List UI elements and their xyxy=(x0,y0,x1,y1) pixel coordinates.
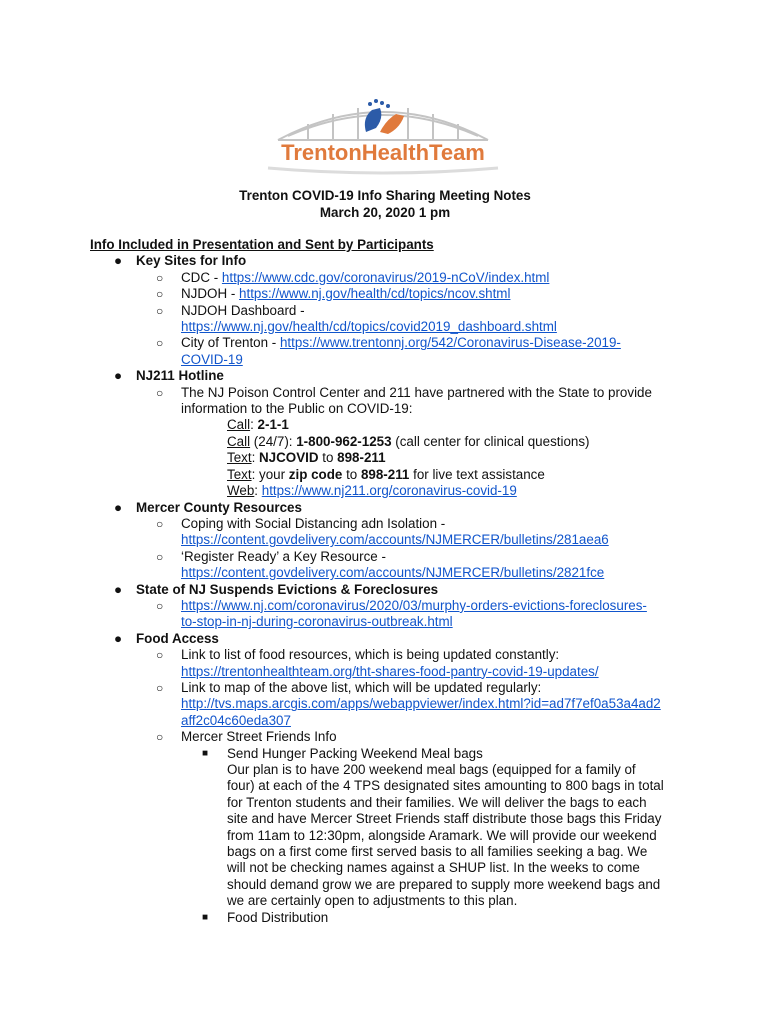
nj211-text-zip: Text: your zip code to 898-211 for live text assistance xyxy=(227,466,545,482)
list-item-register: ○ ‘Register Ready’ a Key Resource - https://content.govdelivery.com/accounts/NJMERCER/bulletins/2821fce xyxy=(156,548,605,581)
bridge-icon xyxy=(278,108,488,140)
nj211-web-link[interactable]: https://www.nj211.org/coronavirus-covid-19 xyxy=(261,483,517,499)
list-item-distribution: ■ Food Distribution xyxy=(202,909,329,925)
list-item-nj211: ● NJ211 Hotline xyxy=(114,368,224,384)
register-link[interactable]: https://content.govdelivery.com/accounts/NJMERCER/bulletins/2821fce xyxy=(181,565,605,581)
hunger-paragraph: Our plan is to have 200 weekend meal bags (equipped for a family of four) at each of the 4 TPS designated sites amounting to 800 bags in total for Trenton students and their families. We will deliver the bags to each site and have Mercer Street Friends staff distribute those bags this Friday from 11am to 12:30pm, alongside Aramark. We will provide our weekend bags on a first come first served basis to all families seeking a bag. We will not be checking names against a SHUP list. In the weeks to come should demand grow we are prepared to supply more weekend bags and we are certainly open to adjustments to this plan. xyxy=(227,762,664,909)
doc-date: March 20, 2020 1 pm xyxy=(319,205,451,220)
nj211-text: Text: NJCOVID to 898-211 xyxy=(227,450,386,466)
list-item-njdoh: ○ NJDOH - https://www.nj.gov/health/cd/topics/ncov.shtml xyxy=(156,286,511,302)
list-item-cdc: ○ CDC - https://www.cdc.gov/coronavirus/2019-nCoV/index.html xyxy=(156,269,550,285)
list-item-food-list: ○ Link to list of food resources, which is being updated constantly: https://trentonhealthteam.org/tht-shares-food-pantry-covid-19-updates/ xyxy=(156,647,599,679)
list-item-food: ● Food Access xyxy=(114,630,219,646)
food-list-link[interactable]: https://trentonhealthteam.org/tht-shares-food-pantry-covid-19-updates/ xyxy=(181,663,599,679)
city-link-cont[interactable]: COVID-19 xyxy=(181,351,243,367)
list-item-nj211-desc: ○ The NJ Poison Control Center and 211 have partnered with the State to provide information to the Public on COVID-19: xyxy=(156,384,652,417)
nj211-web: Web: https://www.nj211.org/coronavirus-covid-19 xyxy=(227,483,517,499)
cdc-link[interactable]: https://www.cdc.gov/coronavirus/2019-nCoV/index.html xyxy=(221,269,550,285)
section-heading: Info Included in Presentation and Sent by Participants xyxy=(90,237,434,252)
list-item-food-map: ○ Link to map of the above list, which will be updated regularly: http://tvs.maps.arcgis.com/apps/webappviewer/index.html?id=ad7f7ef0a53a4ad2 aff2c04c60eda307 xyxy=(156,679,661,728)
list-item-dashboard: ○ NJDOH Dashboard - https://www.nj.gov/health/cd/topics/covid2019_dashboard.shtml xyxy=(156,302,557,335)
hands-icon xyxy=(365,99,404,134)
city-link[interactable]: https://www.trentonnj.org/542/Coronavirus-Disease-2019- xyxy=(279,335,621,351)
food-map-link[interactable]: http://tvs.maps.arcgis.com/apps/webappviewer/index.html?id=ad7f7ef0a53a4ad2 xyxy=(181,696,661,712)
evictions-link-cont[interactable]: to-stop-in-nj-during-coronavirus-outbreak.html xyxy=(181,614,453,630)
list-item-evictions-link: ○ https://www.nj.com/coronavirus/2020/03/murphy-orders-evictions-foreclosures- to-stop-in-nj-during-coronavirus-outbreak.html xyxy=(156,597,647,630)
list-item-coping: ○ Coping with Social Distancing adn Isolation - https://content.govdelivery.com/accounts/NJMERCER/bulletins/281aea6 xyxy=(156,515,609,548)
food-map-link-cont[interactable]: aff2c04c60eda307 xyxy=(181,712,291,728)
nj211-call: Call: 2-1-1 xyxy=(227,417,289,433)
coping-link[interactable]: https://content.govdelivery.com/accounts/NJMERCER/bulletins/281aea6 xyxy=(181,532,609,548)
list-item-hunger: ■ Send Hunger Packing Weekend Meal bags xyxy=(202,745,483,761)
nj211-call-247: Call (24/7): 1-800-962-1253 (call center for clinical questions) xyxy=(227,433,590,449)
doc-title: Trenton COVID-19 Info Sharing Meeting Notes xyxy=(239,188,531,203)
evictions-link[interactable]: https://www.nj.com/coronavirus/2020/03/murphy-orders-evictions-foreclosures- xyxy=(181,597,647,613)
list-item-evictions: ● State of NJ Suspends Evictions & Foreclosures xyxy=(114,581,439,597)
list-item-key-sites: ● Key Sites for Info xyxy=(114,253,247,269)
dashboard-link[interactable]: https://www.nj.gov/health/cd/topics/covid2019_dashboard.shtml xyxy=(181,319,557,335)
njdoh-link[interactable]: https://www.nj.gov/health/cd/topics/ncov.shtml xyxy=(239,286,511,302)
trenton-health-team-logo xyxy=(258,88,508,176)
notes-body xyxy=(90,237,690,926)
list-item-city: ○ City of Trenton - https://www.trentonnj.org/542/Coronavirus-Disease-2019- COVID-19 xyxy=(156,335,621,367)
logo-text: TrentonHealthTeam xyxy=(281,140,485,165)
list-item-msf: ○ Mercer Street Friends Info xyxy=(156,729,337,745)
list-item-mercer: ● Mercer County Resources xyxy=(114,499,302,515)
